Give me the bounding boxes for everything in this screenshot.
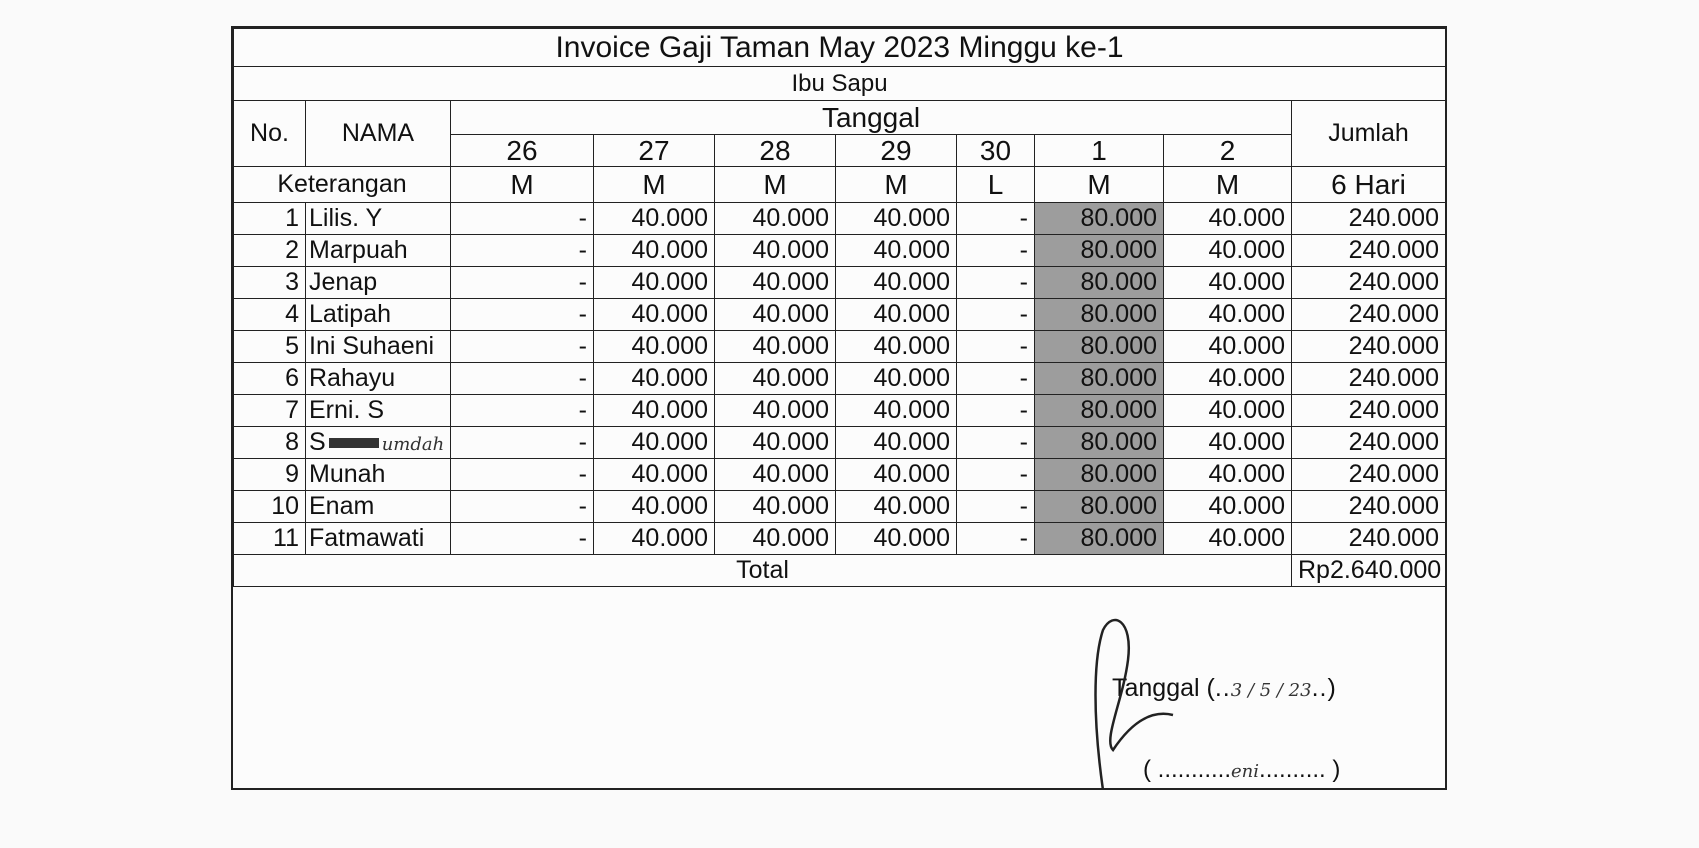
- row-number: 8: [234, 427, 306, 459]
- table-row: [234, 363, 1446, 395]
- invoice-table: [233, 28, 1446, 587]
- row-name: [306, 395, 451, 427]
- header-jumlah: Jumlah: [1292, 101, 1446, 167]
- row-name-text: Lilis. Y: [309, 204, 383, 232]
- header-nama: NAMA: [306, 101, 451, 167]
- signer-name: eni: [1231, 761, 1260, 782]
- table-row: [234, 523, 1446, 555]
- row-name-text: Erni. S: [309, 396, 385, 424]
- day-value: 40.000: [594, 395, 715, 427]
- day-value: 40.000: [1164, 427, 1292, 459]
- day-value: -: [451, 267, 594, 299]
- day-value: 80.000: [1035, 491, 1164, 523]
- day-value: 40.000: [594, 523, 715, 555]
- day-value: 40.000: [715, 459, 836, 491]
- day-value: 40.000: [836, 459, 957, 491]
- table-row: [234, 459, 1446, 491]
- row-name-text: Latipah: [309, 300, 392, 328]
- date-cell: 30: [957, 135, 1035, 167]
- day-value: -: [451, 491, 594, 523]
- date-cell: 29: [836, 135, 957, 167]
- row-total: 240.000: [1292, 427, 1446, 459]
- day-value: 80.000: [1035, 459, 1164, 491]
- row-name: [306, 203, 451, 235]
- row-name: [306, 331, 451, 363]
- day-value: -: [451, 459, 594, 491]
- day-value: -: [957, 235, 1035, 267]
- row-name: [306, 491, 451, 523]
- row-name-text: Munah: [309, 460, 386, 488]
- total-row: [234, 555, 1446, 587]
- row-number: 3: [234, 267, 306, 299]
- invoice-subtitle: Ibu Sapu: [234, 67, 1446, 101]
- day-value: 40.000: [594, 235, 715, 267]
- row-total: 240.000: [1292, 459, 1446, 491]
- row-name-text: Fatmawati: [309, 524, 425, 552]
- table-row: [234, 427, 1446, 459]
- day-value: 40.000: [836, 523, 957, 555]
- day-value: 40.000: [594, 427, 715, 459]
- day-value: 80.000: [1035, 427, 1164, 459]
- tanggal-line: Tanggal (..3 / 5 / 23..): [1112, 674, 1336, 702]
- day-value: -: [957, 523, 1035, 555]
- row-name: [306, 427, 451, 459]
- row-total: 240.000: [1292, 331, 1446, 363]
- day-value: 80.000: [1035, 395, 1164, 427]
- day-value: 40.000: [1164, 363, 1292, 395]
- strikeout-mark: [329, 438, 379, 448]
- total-label: Total: [234, 555, 1292, 587]
- header-tanggal: Tanggal: [451, 101, 1292, 135]
- row-number: 11: [234, 523, 306, 555]
- day-value: 80.000: [1035, 203, 1164, 235]
- row-number: 7: [234, 395, 306, 427]
- table-row: [234, 235, 1446, 267]
- row-name-text: Ini Suhaeni: [309, 332, 435, 360]
- day-value: 40.000: [715, 235, 836, 267]
- day-value: 40.000: [1164, 491, 1292, 523]
- day-value: -: [957, 363, 1035, 395]
- day-value: 40.000: [1164, 235, 1292, 267]
- date-cell: 2: [1164, 135, 1292, 167]
- handwritten-name: umdah: [381, 434, 445, 455]
- table-row: [234, 395, 1446, 427]
- row-name: [306, 459, 451, 491]
- code-cell: M: [594, 167, 715, 203]
- day-value: 40.000: [594, 363, 715, 395]
- day-value: 80.000: [1035, 235, 1164, 267]
- table-row: [234, 299, 1446, 331]
- day-value: -: [957, 427, 1035, 459]
- day-value: 80.000: [1035, 299, 1164, 331]
- row-name-text: Jenap: [309, 268, 378, 296]
- day-value: 40.000: [836, 363, 957, 395]
- day-value: 40.000: [715, 267, 836, 299]
- day-value: -: [957, 267, 1035, 299]
- tanggal-value: 3 / 5 / 23: [1230, 680, 1312, 701]
- day-value: 40.000: [836, 331, 957, 363]
- day-value: 40.000: [1164, 203, 1292, 235]
- row-number: 5: [234, 331, 306, 363]
- day-value: -: [957, 491, 1035, 523]
- header-no: No.: [234, 101, 306, 167]
- row-number: 1: [234, 203, 306, 235]
- day-value: 40.000: [715, 203, 836, 235]
- day-value: -: [451, 395, 594, 427]
- invoice-title: Invoice Gaji Taman May 2023 Minggu ke-1: [234, 29, 1446, 67]
- day-value: -: [451, 299, 594, 331]
- day-value: 40.000: [836, 395, 957, 427]
- row-total: 240.000: [1292, 235, 1446, 267]
- row-total: 240.000: [1292, 491, 1446, 523]
- signer-line: ( ...........eni.......... ): [1143, 756, 1341, 783]
- row-name-text: Rahayu: [309, 364, 396, 392]
- row-name: [306, 523, 451, 555]
- row-name: [306, 235, 451, 267]
- day-value: 80.000: [1035, 331, 1164, 363]
- day-value: -: [957, 203, 1035, 235]
- row-number: 10: [234, 491, 306, 523]
- day-value: 40.000: [1164, 459, 1292, 491]
- row-number: 9: [234, 459, 306, 491]
- day-value: -: [957, 395, 1035, 427]
- day-value: 40.000: [836, 235, 957, 267]
- day-value: -: [451, 235, 594, 267]
- row-name-text: S: [309, 428, 326, 456]
- day-value: 40.000: [836, 427, 957, 459]
- day-value: -: [451, 203, 594, 235]
- row-name: [306, 299, 451, 331]
- day-value: 40.000: [836, 267, 957, 299]
- date-cell: 28: [715, 135, 836, 167]
- date-cell: 26: [451, 135, 594, 167]
- day-value: 40.000: [1164, 395, 1292, 427]
- day-value: 40.000: [594, 299, 715, 331]
- day-value: 40.000: [1164, 523, 1292, 555]
- code-cell: M: [715, 167, 836, 203]
- jumlah-hari: 6 Hari: [1292, 167, 1446, 203]
- total-value: Rp2.640.000: [1292, 555, 1446, 587]
- code-cell: M: [836, 167, 957, 203]
- row-total: 240.000: [1292, 363, 1446, 395]
- day-value: 40.000: [836, 299, 957, 331]
- day-value: -: [957, 459, 1035, 491]
- day-value: 40.000: [594, 491, 715, 523]
- day-value: 40.000: [715, 427, 836, 459]
- table-row: [234, 331, 1446, 363]
- row-number: 2: [234, 235, 306, 267]
- day-value: 40.000: [715, 523, 836, 555]
- row-total: 240.000: [1292, 299, 1446, 331]
- day-value: -: [957, 331, 1035, 363]
- day-value: 40.000: [594, 267, 715, 299]
- day-value: 40.000: [836, 203, 957, 235]
- day-value: 40.000: [1164, 331, 1292, 363]
- day-value: 80.000: [1035, 523, 1164, 555]
- date-cell: 1: [1035, 135, 1164, 167]
- row-name-text: Enam: [309, 492, 375, 520]
- day-value: 40.000: [715, 331, 836, 363]
- code-cell: M: [1035, 167, 1164, 203]
- day-value: 40.000: [715, 491, 836, 523]
- day-value: 40.000: [715, 363, 836, 395]
- code-cell: L: [957, 167, 1035, 203]
- date-cell: 27: [594, 135, 715, 167]
- day-value: 40.000: [715, 299, 836, 331]
- tanggal-label: Tanggal: [1112, 674, 1200, 702]
- day-value: -: [451, 363, 594, 395]
- day-value: 40.000: [1164, 299, 1292, 331]
- day-value: -: [451, 523, 594, 555]
- row-name: [306, 363, 451, 395]
- day-value: 40.000: [1164, 267, 1292, 299]
- day-value: 40.000: [594, 203, 715, 235]
- row-total: 240.000: [1292, 523, 1446, 555]
- day-value: 80.000: [1035, 363, 1164, 395]
- invoice-sheet: [231, 26, 1447, 790]
- day-value: -: [451, 427, 594, 459]
- day-value: 40.000: [594, 331, 715, 363]
- header-keterangan: Keterangan: [234, 167, 451, 203]
- day-value: -: [957, 299, 1035, 331]
- row-total: 240.000: [1292, 203, 1446, 235]
- day-value: 80.000: [1035, 267, 1164, 299]
- code-row: [234, 167, 1446, 203]
- row-name: [306, 267, 451, 299]
- row-number: 4: [234, 299, 306, 331]
- row-total: 240.000: [1292, 267, 1446, 299]
- signature-area: [233, 600, 1445, 788]
- row-number: 6: [234, 363, 306, 395]
- day-value: 40.000: [594, 459, 715, 491]
- code-cell: M: [1164, 167, 1292, 203]
- day-value: 40.000: [836, 491, 957, 523]
- table-row: [234, 203, 1446, 235]
- table-row: [234, 267, 1446, 299]
- day-value: -: [451, 331, 594, 363]
- day-value: 40.000: [715, 395, 836, 427]
- table-row: [234, 491, 1446, 523]
- row-total: 240.000: [1292, 395, 1446, 427]
- row-name-text: Marpuah: [309, 236, 408, 264]
- code-cell: M: [451, 167, 594, 203]
